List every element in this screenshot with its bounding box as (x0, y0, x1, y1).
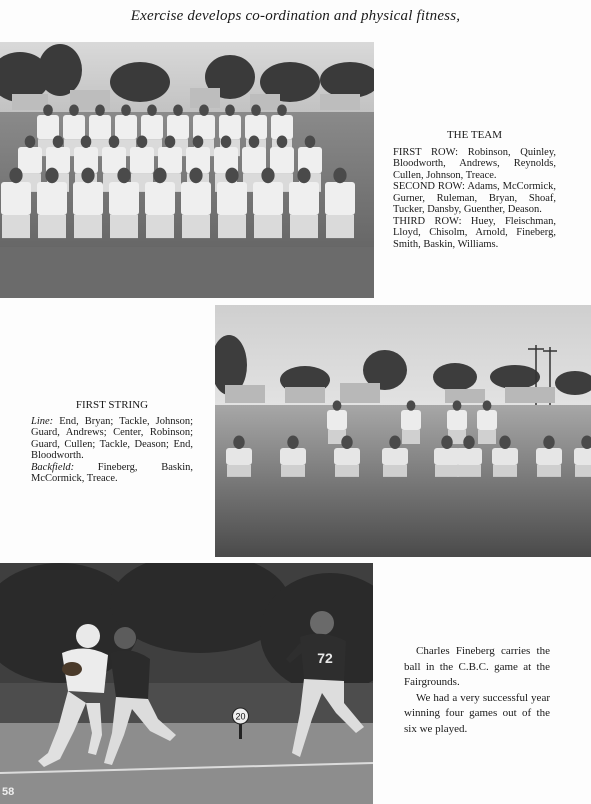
page-header: Exercise develops co-ordination and physical fitness, (130, 8, 461, 24)
team-photo (0, 42, 374, 298)
first-string-caption (31, 400, 193, 485)
team-caption (393, 130, 556, 250)
backfield-positions: Backfield: Fineberg, Baskin, McCormick, Treace. (31, 461, 193, 484)
team-row-second: SECOND ROW: Adams, McCormick, Gurner, Ruleman, Bryan, Shoaf, Tucker, Dansby, Guenther, Deason. (393, 181, 556, 215)
game-caption (404, 644, 550, 737)
first-string-photo (215, 305, 591, 557)
game-action-photo (0, 563, 373, 804)
first-string-title: FIRST STRING (75, 399, 149, 411)
team-row-third: THIRD ROW: Huey, Fleischman, Lloyd, Chisolm, Arnold, Fineberg, Smith, Baskin, Williams. (393, 215, 556, 250)
team-row-first: FIRST ROW: Robinson, Quinley, Bloodworth, Andrews, Reynolds, Cullen, Johnson, Treace. (393, 146, 557, 181)
yard-marker-number: 20 (235, 711, 246, 722)
game-caption-2: We had a very successful year winning four games out of the six we played. (404, 691, 550, 735)
game-caption-1: Charles Fineberg carries the ball in the C.B.C. game at the Fairgrounds. (404, 645, 550, 688)
jersey-number: 72 (317, 650, 333, 666)
team-title: THE TEAM (446, 129, 503, 141)
line-positions: Line: End, Bryan; Tackle, Johnson; Guard, Andrews; Center, Robinson; Guard, Cullen; Tackle, Deason; End, Bloodworth. (31, 415, 193, 461)
page-number: 58 (2, 786, 15, 798)
